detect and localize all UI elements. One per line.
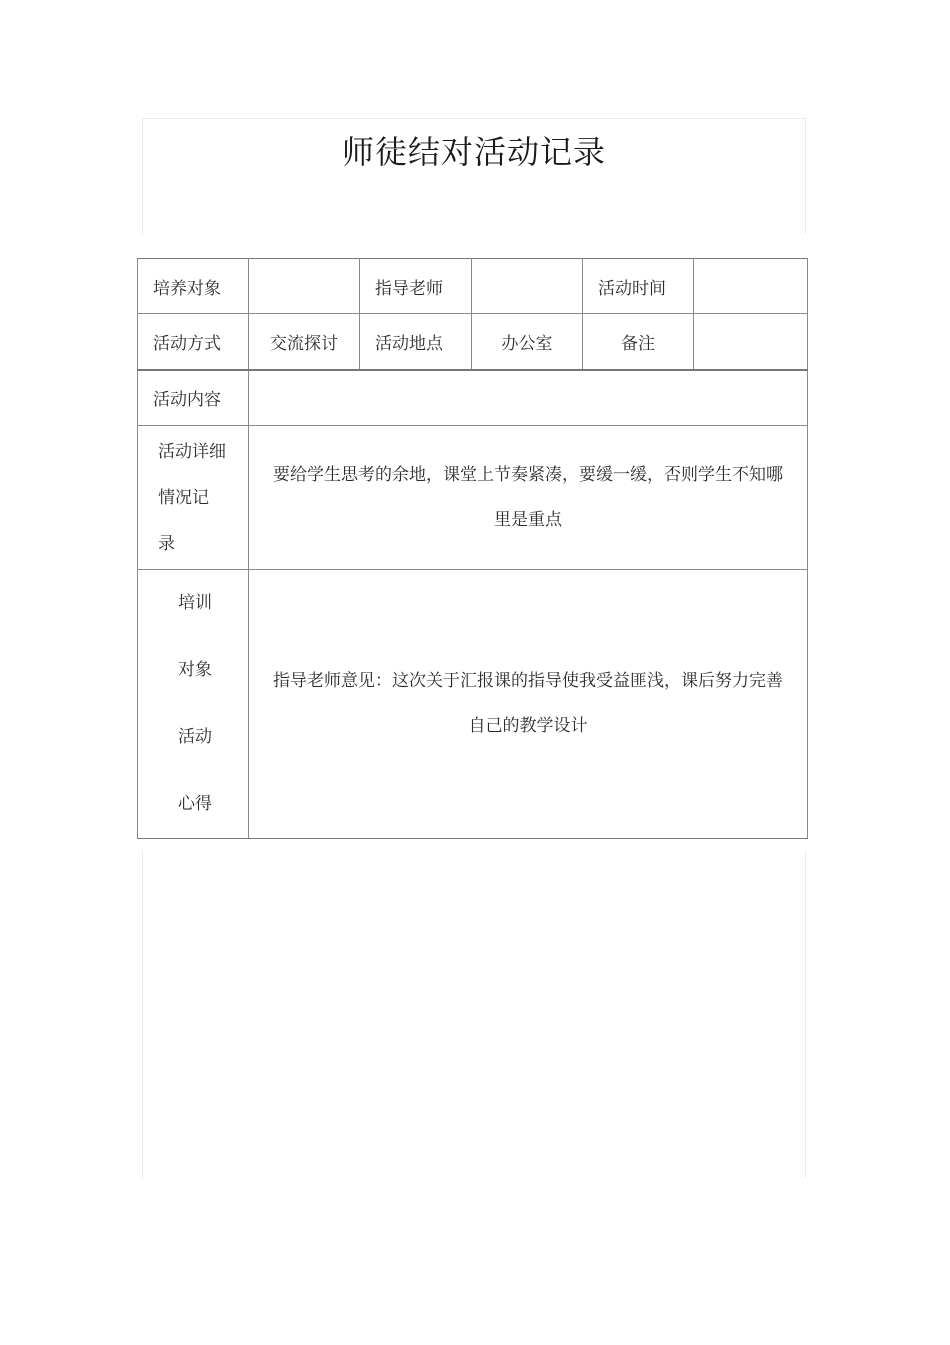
activity-record-table — [137, 258, 808, 839]
table-row — [138, 370, 808, 426]
mentor-value — [472, 259, 583, 314]
activity-method-label: 活动方式 — [138, 314, 249, 370]
trainee-reflection-label-line: 培训 — [178, 593, 212, 613]
table-row — [138, 426, 808, 570]
activity-content-value — [249, 370, 808, 426]
trainee-reflection-label-line: 对象 — [178, 660, 212, 680]
mentor-label: 指导老师 — [360, 259, 472, 314]
activity-method-value: 交流探讨 — [249, 314, 360, 370]
trainee-reflection-text: 指导老师意见：这次关于汇报课的指导使我受益匪浅，课后努力完善自己的教学设计 — [249, 570, 808, 839]
activity-location-value: 办公室 — [472, 314, 583, 370]
trainee-label: 培养对象 — [138, 259, 249, 314]
page-title: 师徒结对活动记录 — [341, 133, 606, 171]
trainee-reflection-label — [138, 570, 249, 839]
activity-detail-label-line: 活动详细 — [158, 441, 226, 462]
table-row — [138, 314, 808, 370]
trainee-reflection-label-line: 活动 — [178, 727, 212, 747]
activity-detail-text: 要给学生思考的余地，课堂上节奏紧凑，要缓一缓，否则学生不知哪里是重点 — [249, 426, 808, 570]
activity-time-value — [694, 259, 808, 314]
activity-time-label: 活动时间 — [583, 259, 694, 314]
table-row — [138, 570, 808, 839]
activity-location-label: 活动地点 — [360, 314, 472, 370]
notes-label: 备注 — [583, 314, 694, 370]
activity-detail-label-line: 情况记 — [158, 487, 209, 508]
table-row — [138, 259, 808, 314]
trainee-value — [249, 259, 360, 314]
activity-detail-label — [138, 426, 249, 570]
blank-area-frame — [142, 850, 806, 1178]
notes-value — [694, 314, 808, 370]
title-frame — [142, 118, 806, 234]
activity-content-label: 活动内容 — [138, 370, 249, 426]
trainee-reflection-label-line: 心得 — [178, 794, 212, 814]
activity-detail-label-line: 录 — [158, 533, 175, 554]
